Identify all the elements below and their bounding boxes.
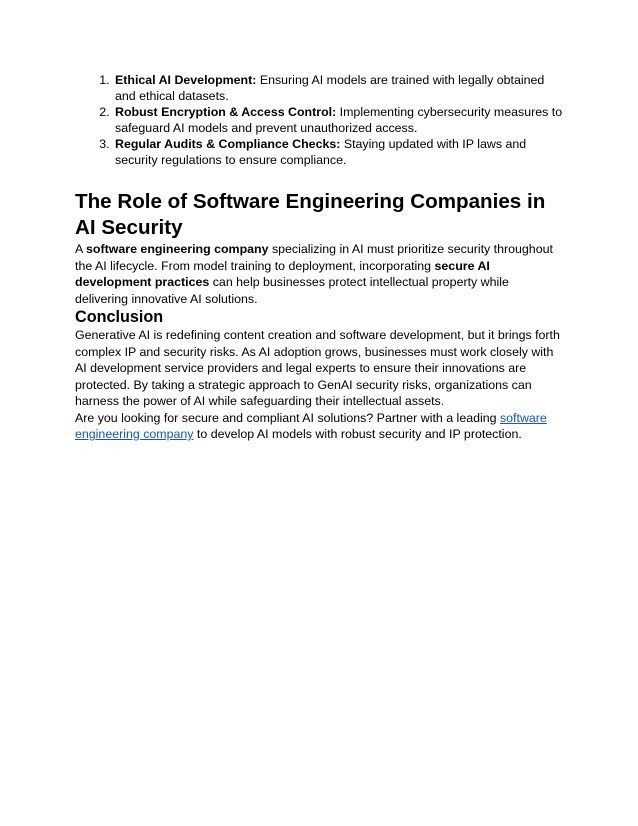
list-item-title: Ethical AI Development: bbox=[115, 73, 257, 87]
conclusion-paragraph: Generative AI is redefining content creation and software development, but it brings forth complex IP and security risks. As AI adoption grows, businesses must work closely with AI development service providers and legal experts to ensure their innovations are protected. By taking a strategic approach to GenAI security risks, organizations can harness the power of AI while safeguarding their intellectual assets. bbox=[75, 328, 560, 408]
paragraph-bold-text: software engineering company bbox=[86, 242, 269, 256]
list-item bbox=[113, 104, 565, 136]
list-item bbox=[113, 72, 565, 104]
paragraph-text: to develop AI models with robust security and IP protection. bbox=[193, 427, 522, 441]
paragraph-text: can help businesses protect intellectual property while delivering innovative AI solutions. bbox=[75, 275, 509, 306]
paragraph-text: specializing in AI must prioritize security throughout the AI lifecycle. From model training to deployment, incorporating bbox=[75, 242, 553, 273]
list-item-text: Staying updated with IP laws and security regulations to ensure compliance. bbox=[115, 137, 527, 167]
list-item-text: Ensuring AI models are trained with legally obtained and ethical datasets. bbox=[115, 73, 545, 103]
paragraph-bold-text: secure AI development practices bbox=[75, 258, 490, 289]
list-item-text: Implementing cybersecurity measures to safeguard AI models and prevent unauthorized access. bbox=[115, 105, 563, 135]
paragraph-text: Are you looking for secure and compliant AI solutions? Partner with a leading bbox=[75, 410, 500, 425]
software-engineering-company-link[interactable]: software engineering company bbox=[75, 410, 547, 441]
section-paragraph bbox=[75, 241, 565, 307]
conclusion-heading: Conclusion bbox=[75, 308, 164, 326]
document-content bbox=[75, 72, 565, 443]
list-item-title: Regular Audits & Compliance Checks: bbox=[115, 137, 341, 151]
section-heading: The Role of Software Engineering Companies in AI Security bbox=[75, 190, 546, 239]
call-to-action-paragraph bbox=[75, 410, 565, 443]
paragraph-text: A bbox=[75, 242, 87, 256]
security-practices-list bbox=[75, 72, 565, 168]
list-item-title: Robust Encryption & Access Control: bbox=[115, 105, 337, 119]
list-item bbox=[113, 136, 565, 168]
